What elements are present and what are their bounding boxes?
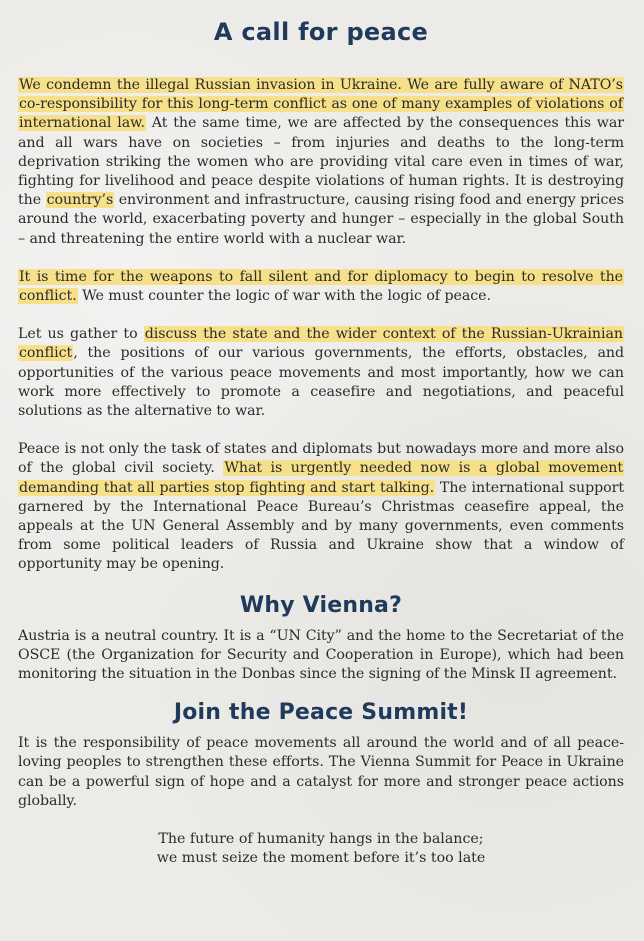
paragraph-text: At the same time, we are affected by the consequences this war and all wars have on societies – from injuries and deaths to the long-term deprivation striking the women who are providing vital care even in times of war, fighting for livelihood and peace despite violations of human rights. It is destroying the <box>18 115 625 209</box>
paragraph-diplomacy <box>18 268 624 306</box>
closing-quote <box>18 830 624 868</box>
highlight-global-movement: What is urgently needed now is a global movement demanding that all parties stop fighting and start talking. <box>19 460 623 496</box>
paragraph-condemnation <box>18 76 624 249</box>
paragraph-join-summit: It is the responsibility of peace movements all around the world and of all peace-loving peoples to strengthen these efforts. The Vienna Summit for Peace in Ukraine can be a powerful sign of hope and a catalyst for more and stronger peace actions globally. <box>18 735 624 809</box>
paragraph-civil-society <box>18 440 624 574</box>
highlight-diplomacy: It is time for the weapons to fall silent and for diplomacy to begin to resolve the conflict. <box>19 268 623 305</box>
highlight-condemnation: We condemn the illegal Russian invasion in Ukraine. We are fully aware of NATO’s co-responsibility for this long-term conflict as one of many examples of violations of international law. <box>19 77 623 132</box>
paragraph-gather <box>18 325 624 421</box>
paragraph-text: Let us gather to <box>18 326 144 343</box>
section-title-join-summit: Join the Peace Summit! <box>173 700 469 726</box>
paragraph-why-vienna: Austria is a neutral country. It is a “UN City” and the home to the Secretariat of the OSCE (the Organization for Security and Cooperation in Europe), which had been monitoring the situation in the Donbas since the signing of the Minsk II agreement. <box>18 627 624 683</box>
highlight-discuss: discuss the state and the wider context of the Russian-Ukrainian conflict <box>19 326 623 362</box>
highlight-country: country’s <box>46 192 114 209</box>
closing-line-2: we must seize the moment before it’s too late <box>156 850 486 867</box>
paragraph-text: , the positions of our various governments, the efforts, obstacles, and opportunities of the various peace movements and most importantly, how we can work more effectively to promote a ceasefire and negotiations, and peaceful solutions as the alternative to war. <box>18 345 624 420</box>
paragraph-text: We must counter the logic of war with the logic of peace. <box>77 288 491 305</box>
paragraph-text: Peace is not only the task of states and diplomats but nowadays more and more also of the global civil society. <box>18 441 624 477</box>
closing-line-1: The future of humanity hangs in the balance; <box>158 831 484 848</box>
paragraph-text: The international support garnered by the International Peace Bureau’s Christmas ceasefire appeal, the appeals at the UN General Assembly and by many governments, even comments from some political leaders of Russia and Ukraine show that a window of opportunity may be opening. <box>18 479 625 573</box>
page-title: A call for peace <box>213 18 429 46</box>
section-title-why-vienna: Why Vienna? <box>239 592 403 618</box>
paragraph-text: environment and infrastructure, causing rising food and energy prices around the world, exacerbating poverty and hunger – especially in the global South – and threatening the entire world with a nuclear war. <box>18 192 625 247</box>
